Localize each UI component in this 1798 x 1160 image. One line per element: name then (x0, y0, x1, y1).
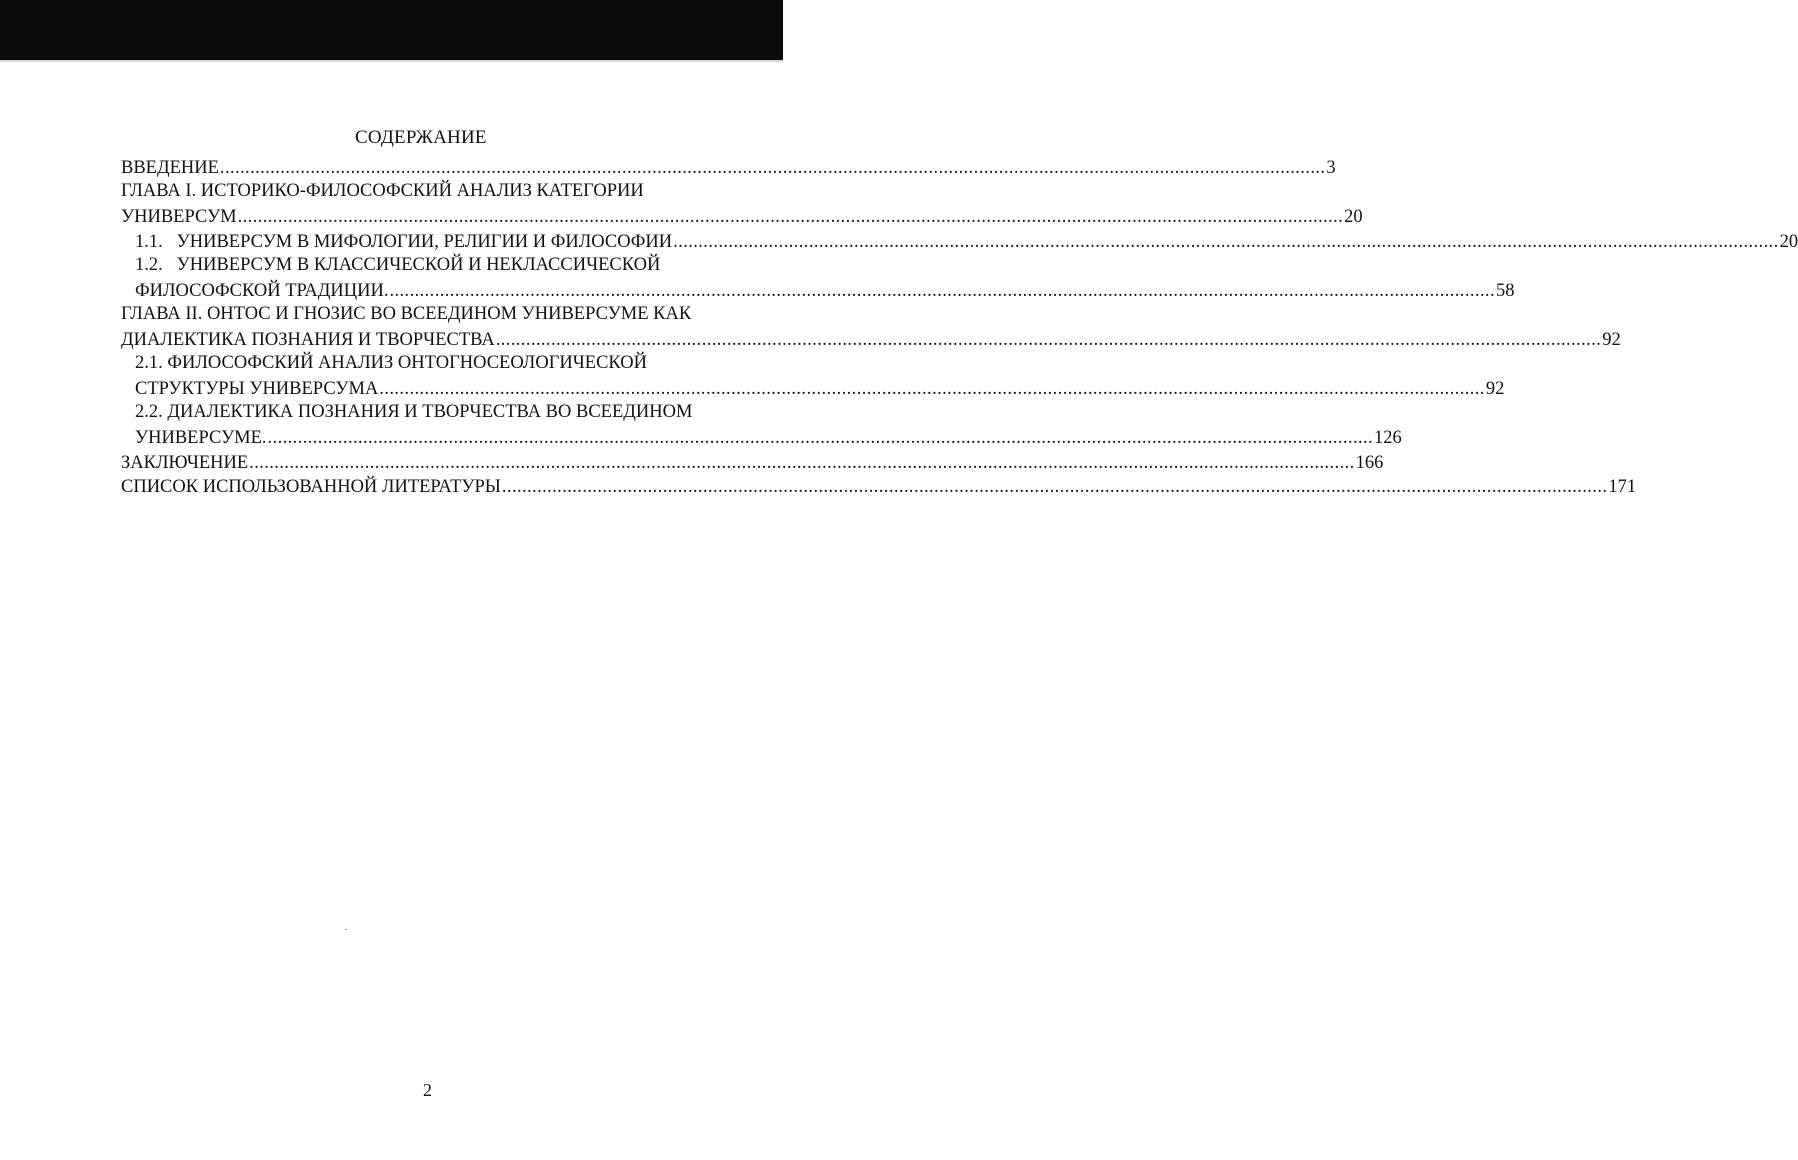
toc-page-number: 58 (1495, 281, 1515, 301)
toc-entry-title: 1.1. УНИВЕРСУМ В МИФОЛОГИИ, РЕЛИГИИ И ФИЛОСОФИИ (135, 232, 673, 252)
scan-speck (345, 929, 347, 930)
toc-entry-section2-1-line2[interactable] (135, 377, 1505, 400)
dot-leader: ............................................................................................................................................................................................................................ (389, 281, 1495, 301)
toc-entry-title: ЗАКЛЮЧЕНИЕ (121, 453, 249, 473)
toc-entry-title: СТРУКТУРЫ УНИВЕРСУМА (135, 379, 379, 399)
toc-entry-section2-1-line1[interactable] (135, 353, 647, 376)
toc-entry-title: ГЛАВА I. ИСТОРИКО-ФИЛОСОФСКИЙ АНАЛИЗ КАТЕГОРИИ (121, 181, 644, 201)
toc-page-number: 3 (1326, 158, 1336, 178)
toc-entry-title: 2.2. ДИАЛЕКТИКА ПОЗНАНИЯ И ТВОРЧЕСТВА ВО ВСЕЕДИНОМ (135, 402, 693, 422)
dot-leader: ............................................................................................................................................................................................................................ (267, 428, 1374, 448)
toc-entry-title: ГЛАВА II. ОНТОС И ГНОЗИС ВО ВСЕЕДИНОМ УНИВЕРСУМЕ КАК (121, 304, 692, 324)
toc-entry-chapter2-line2[interactable] (121, 328, 1621, 351)
toc-entry-title: УНИВЕРСУМ (121, 207, 237, 227)
toc-entry-title: ФИЛОСОФСКОЙ ТРАДИЦИИ. (135, 281, 389, 301)
dot-leader: ............................................................................................................................................................................................................................ (673, 232, 1779, 252)
toc-entry-chapter2-line1[interactable] (121, 304, 691, 327)
toc-entry-section1-2-line1[interactable] (135, 255, 660, 278)
toc-entry-section1-2-line2[interactable] (135, 279, 1515, 302)
page-title: СОДЕРЖАНИЕ (355, 127, 487, 148)
toc-entry-title: ВВЕДЕНИЕ (121, 158, 219, 178)
toc-entry-title: 2.1. ФИЛОСОФСКИЙ АНАЛИЗ ОНТОГНОСЕОЛОГИЧЕСКОЙ (135, 353, 648, 373)
toc-entry-section1-1[interactable] (135, 230, 1798, 253)
dot-leader: ............................................................................................................................................................................................................................ (379, 379, 1485, 399)
toc-entry-section2-2-line2[interactable] (135, 426, 1402, 449)
dot-leader: ............................................................................................................................................................................................................................ (495, 330, 1602, 350)
dot-leader: ............................................................................................................................................................................................................................ (501, 477, 1608, 497)
page-number: 2 (423, 1080, 432, 1100)
dot-leader: ............................................................................................................................................................................................................................ (249, 453, 1355, 473)
toc-entry-chapter1-line2[interactable] (121, 205, 1363, 228)
toc-entry-bibliography[interactable] (121, 475, 1637, 498)
toc-page-number: 92 (1602, 330, 1621, 350)
toc-entry-chapter1-line1[interactable] (121, 181, 644, 204)
dot-leader: ............................................................................................................................................................................................................................ (219, 158, 1326, 178)
toc-entry-title: 1.2. УНИВЕРСУМ В КЛАССИЧЕСКОЙ И НЕКЛАССИЧЕСКОЙ (135, 255, 661, 275)
toc-page-number: 92 (1485, 379, 1505, 399)
toc-page-number: 20 (1344, 207, 1363, 227)
toc-entry-section2-2-line1[interactable] (135, 402, 692, 425)
toc-page-number: 171 (1608, 477, 1637, 497)
toc-page-number: 166 (1355, 453, 1384, 473)
toc-page-number: 20 (1779, 232, 1798, 252)
dot-leader: ............................................................................................................................................................................................................................ (237, 207, 1344, 227)
toc-page-number: 126 (1374, 428, 1402, 448)
toc-entry-introduction[interactable] (121, 156, 1336, 179)
toc-entry-title: ДИАЛЕКТИКА ПОЗНАНИЯ И ТВОРЧЕСТВА (121, 330, 495, 350)
toc-entry-title: СПИСОК ИСПОЛЬЗОВАННОЙ ЛИТЕРАТУРЫ (121, 477, 501, 497)
toc-entry-conclusion[interactable] (121, 451, 1384, 474)
toc-entry-title: УНИВЕРСУМЕ. (135, 428, 267, 448)
